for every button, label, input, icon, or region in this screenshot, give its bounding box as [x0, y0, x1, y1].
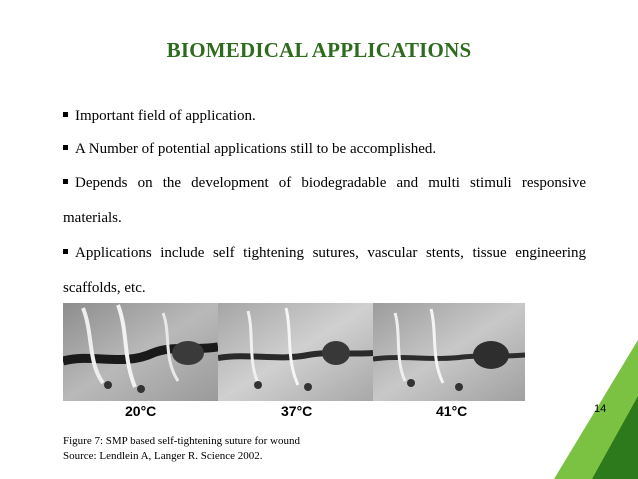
bullet-item	[63, 100, 586, 133]
temperature-label: 20°C	[125, 403, 157, 419]
bullet-text: Important field of application.	[75, 108, 256, 124]
suture-photo-37c	[218, 303, 373, 401]
caption-line: Figure 7: SMP based self-tightening suture for wound	[63, 435, 300, 447]
temperature-label: 37°C	[281, 403, 313, 419]
temperature-label: 41°C	[436, 403, 468, 419]
square-bullet-icon	[63, 179, 68, 184]
figure-caption	[63, 434, 300, 464]
bullet-text: Depends on the development of biodegradable and multi stimuli responsive materials.	[63, 175, 586, 226]
bullet-list	[63, 100, 586, 306]
bullet-item	[63, 133, 586, 166]
slide-title: BIOMEDICAL APPLICATIONS	[166, 38, 472, 62]
square-bullet-icon	[63, 249, 68, 254]
bullet-item	[63, 236, 586, 306]
bullet-text: A Number of potential applications still to be accomplished.	[75, 141, 437, 157]
suture-figure	[63, 303, 525, 422]
square-bullet-icon	[63, 112, 68, 117]
square-bullet-icon	[63, 145, 68, 150]
bullet-item	[63, 166, 586, 236]
page-number: 14	[594, 403, 607, 415]
bullet-text: Applications include self tightening sutures, vascular stents, tissue engineering scaffolds, etc.	[63, 245, 586, 296]
suture-photo-20c	[63, 303, 218, 401]
suture-photo-41c	[373, 303, 525, 401]
caption-source: Source: Lendlein A, Langer R. Science 2002.	[63, 450, 263, 462]
